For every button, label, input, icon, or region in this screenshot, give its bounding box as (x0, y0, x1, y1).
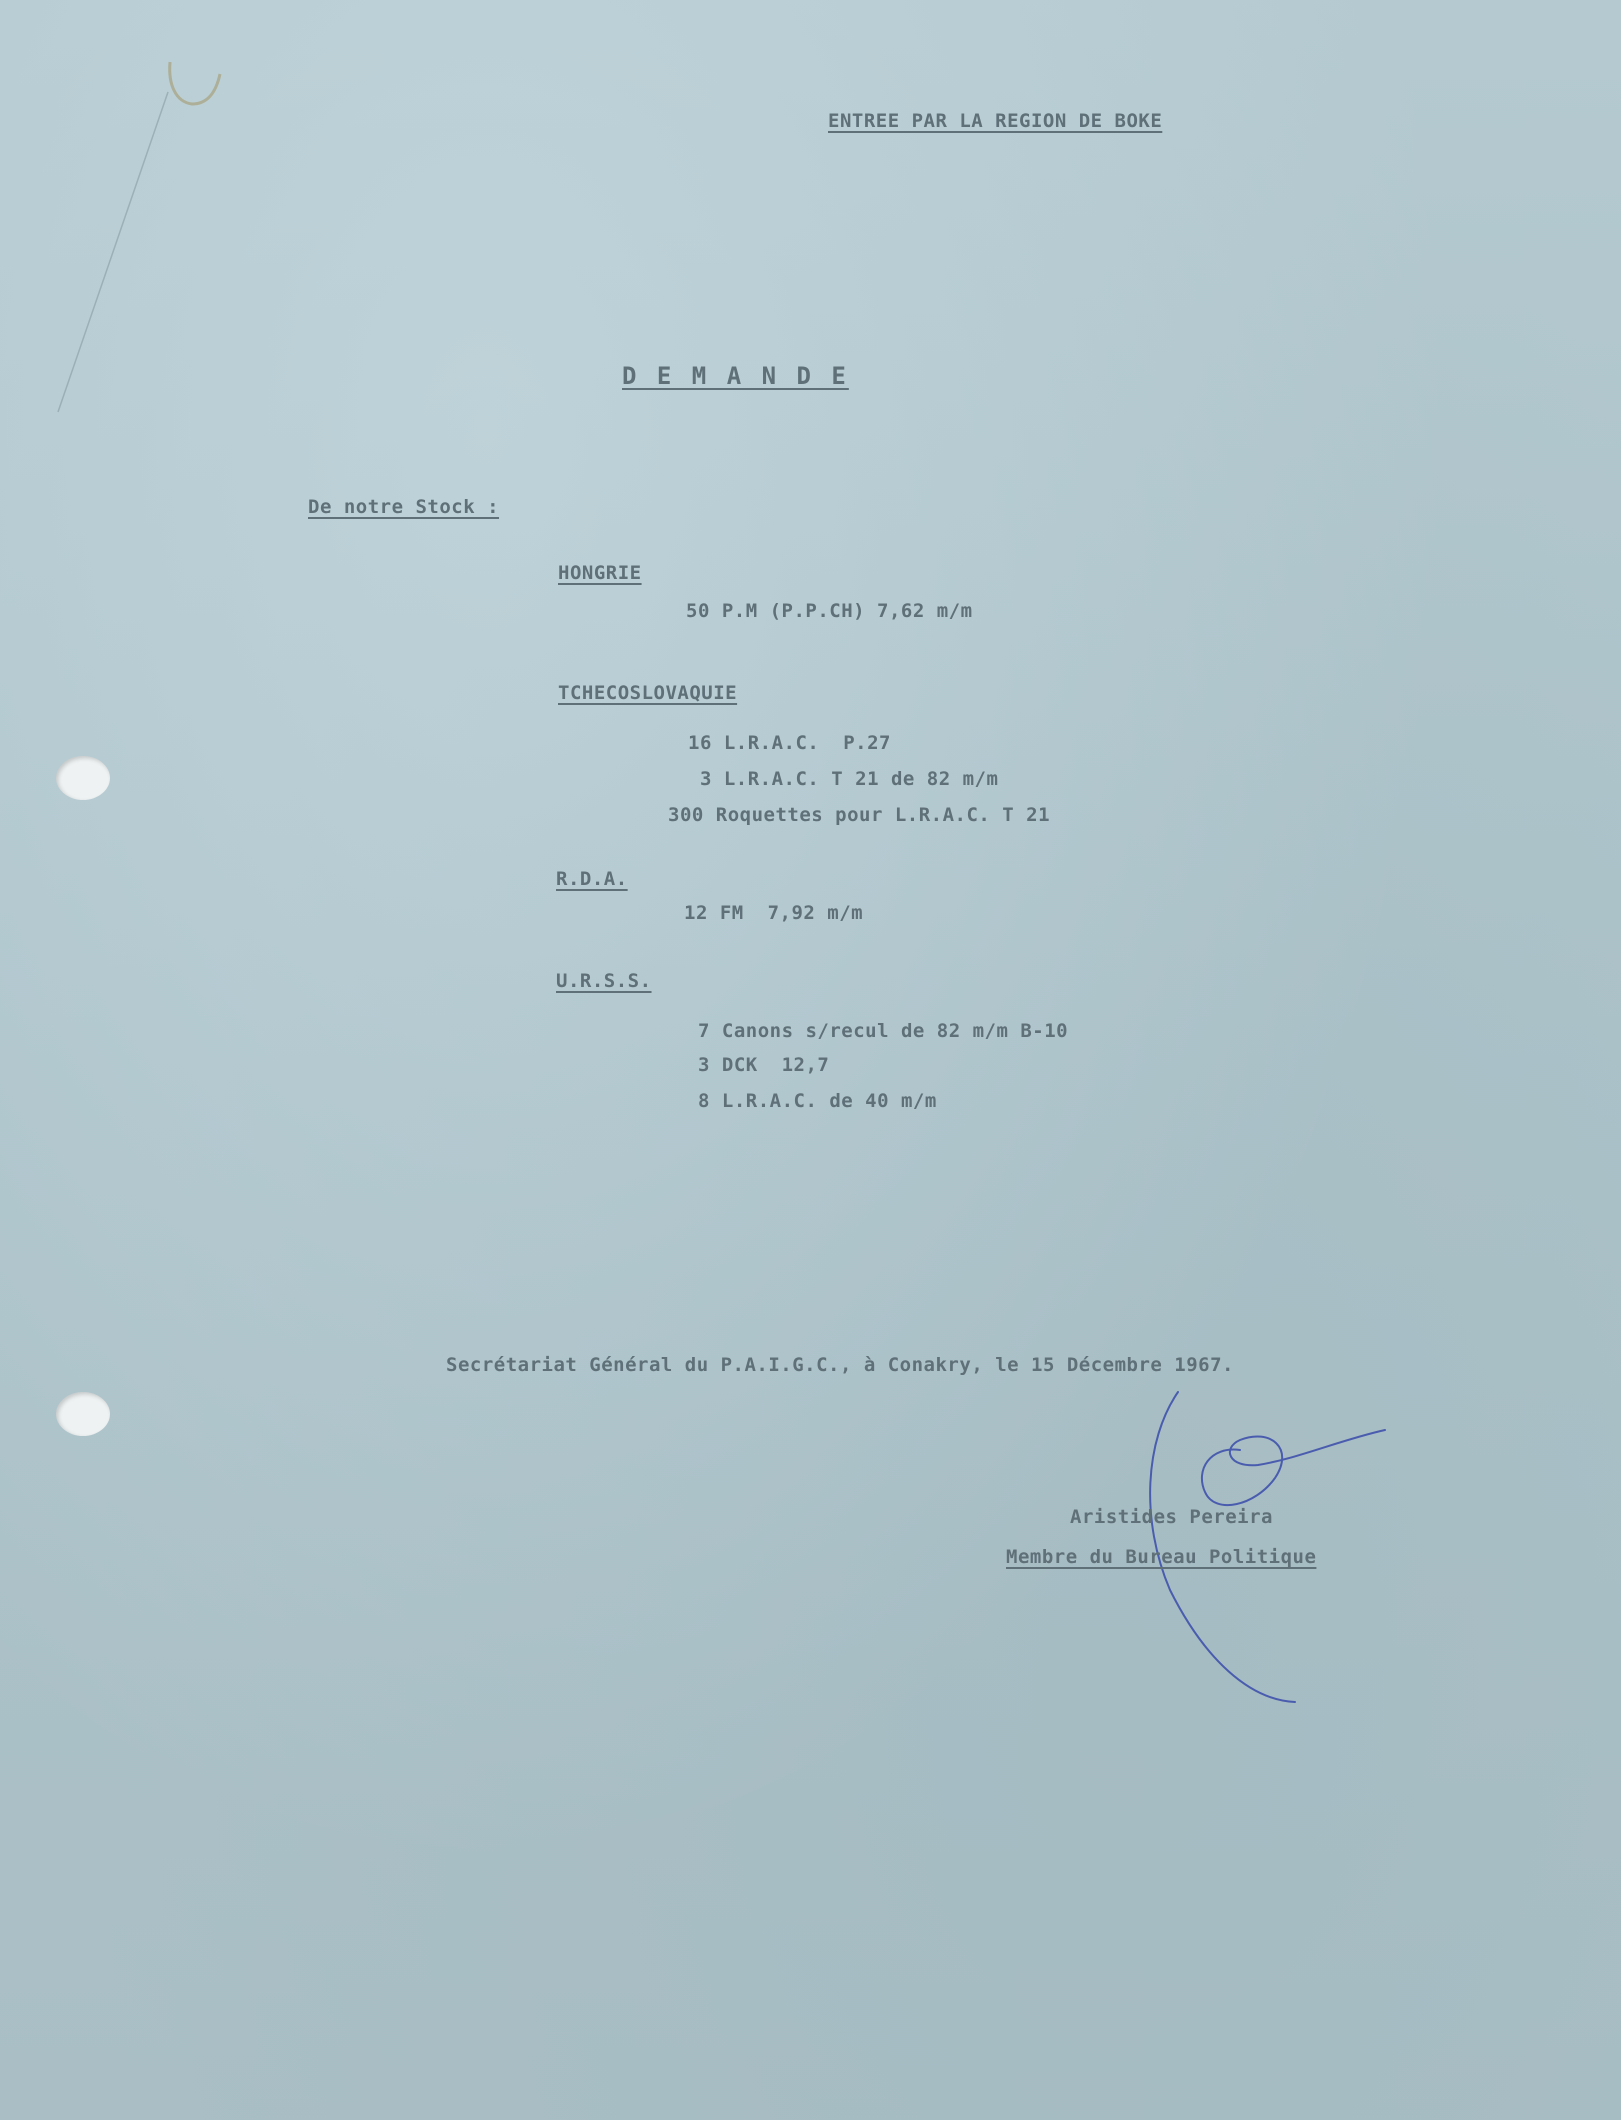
punch-hole-top (56, 756, 110, 800)
section-country: U.R.S.S. (556, 970, 652, 992)
staple-stain (170, 62, 220, 104)
section-country: HONGRIE (558, 562, 642, 584)
punch-hole-bottom (56, 1392, 110, 1436)
section-item: 8 L.R.A.C. de 40 m/m (698, 1090, 937, 1112)
signatory-name: Aristides Pereira (1070, 1506, 1273, 1528)
section-item: 3 L.R.A.C. T 21 de 82 m/m (688, 768, 999, 790)
intro-line: De notre Stock : (308, 496, 500, 518)
crease-line (58, 92, 168, 412)
document-title: D E M A N D E (622, 362, 849, 390)
header-note: ENTREE PAR LA REGION DE BOKE (828, 110, 1163, 132)
section-country: TCHECOSLOVAQUIE (558, 682, 738, 704)
section-country: R.D.A. (556, 868, 628, 890)
section-item: 3 DCK 12,7 (698, 1054, 830, 1076)
signatory-title: Membre du Bureau Politique (1006, 1546, 1317, 1568)
section-item: 7 Canons s/recul de 82 m/m B-10 (698, 1020, 1069, 1042)
closing-line: Secrétariat Général du P.A.I.G.C., à Conakry, le 15 Décembre 1967. (446, 1354, 1234, 1376)
section-item: 300 Roquettes pour L.R.A.C. T 21 (668, 804, 1051, 826)
section-item: 50 P.M (P.P.CH) 7,62 m/m (686, 600, 973, 622)
section-item: 16 L.R.A.C. P.27 (688, 732, 891, 754)
section-item: 12 FM 7,92 m/m (684, 902, 864, 924)
